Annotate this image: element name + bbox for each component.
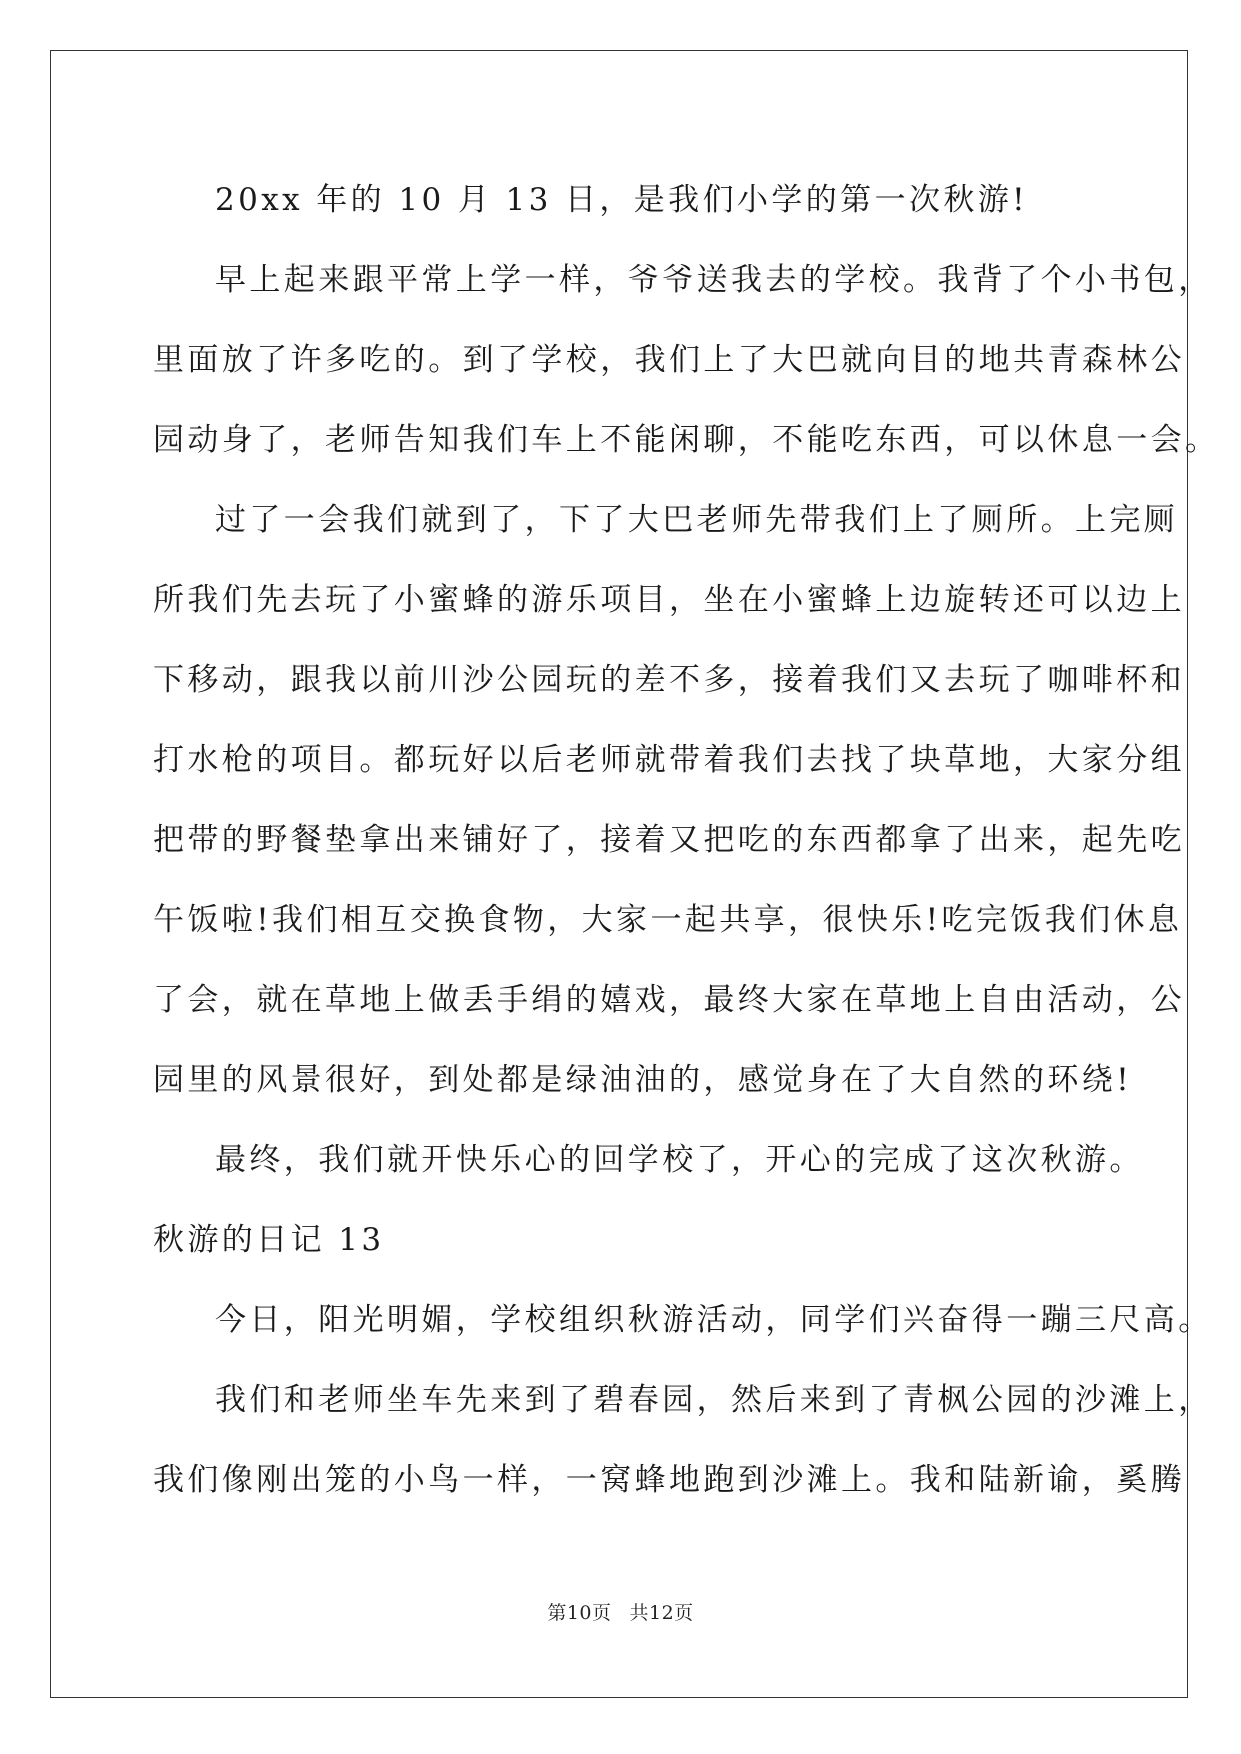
paragraph-line: 我们和老师坐车先来到了碧春园，然后来到了青枫公园的沙滩上， — [215, 1382, 1213, 1418]
paragraph-line: 下移动，跟我以前川沙公园玩的差不多，接着我们又去玩了咖啡杯和 — [153, 662, 1185, 698]
paragraph-line: 午饭啦!我们相互交换食物，大家一起共享，很快乐!吃完饭我们休息 — [153, 902, 1183, 938]
page-footer — [0, 1598, 1241, 1625]
paragraph-line: 园里的风景很好，到处都是绿油油的，感觉身在了大自然的环绕! — [153, 1062, 1133, 1098]
paragraph-line: 园动身了，老师告知我们车上不能闲聊，不能吃东西，可以休息一会。 — [153, 422, 1220, 458]
document-body — [153, 160, 1220, 1520]
paragraph-line: 20xx 年的 10 月 13 日，是我们小学的第一次秋游! — [215, 182, 1029, 218]
paragraph-line: 今日，阳光明媚，学校组织秋游活动，同学们兴奋得一蹦三尺高。 — [215, 1302, 1213, 1338]
paragraph-line: 早上起来跟平常上学一样，爷爷送我去的学校。我背了个小书包， — [215, 262, 1213, 298]
section-heading: 秋游的日记 13 — [153, 1222, 385, 1258]
paragraph-line: 我们像刚出笼的小鸟一样，一窝蜂地跑到沙滩上。我和陆新谕，奚腾 — [153, 1462, 1185, 1498]
paragraph-line: 打水枪的项目。都玩好以后老师就带着我们去找了块草地，大家分组 — [153, 742, 1185, 778]
paragraph-line: 过了一会我们就到了，下了大巴老师先带我们上了厕所。上完厕 — [215, 502, 1179, 538]
paragraph-line: 里面放了许多吃的。到了学校，我们上了大巴就向目的地共青森林公 — [153, 342, 1185, 378]
page-total: 共12页 — [629, 1602, 694, 1624]
paragraph-line: 所我们先去玩了小蜜蜂的游乐项目，坐在小蜜蜂上边旋转还可以边上 — [153, 582, 1185, 618]
paragraph-line: 把带的野餐垫拿出来铺好了，接着又把吃的东西都拿了出来，起先吃 — [153, 822, 1185, 858]
paragraph-line: 最终，我们就开快乐心的回学校了，开心的完成了这次秋游。 — [215, 1142, 1144, 1178]
page-current: 第10页 — [547, 1602, 612, 1624]
paragraph-line: 了会，就在草地上做丢手绢的嬉戏，最终大家在草地上自由活动，公 — [153, 982, 1185, 1018]
